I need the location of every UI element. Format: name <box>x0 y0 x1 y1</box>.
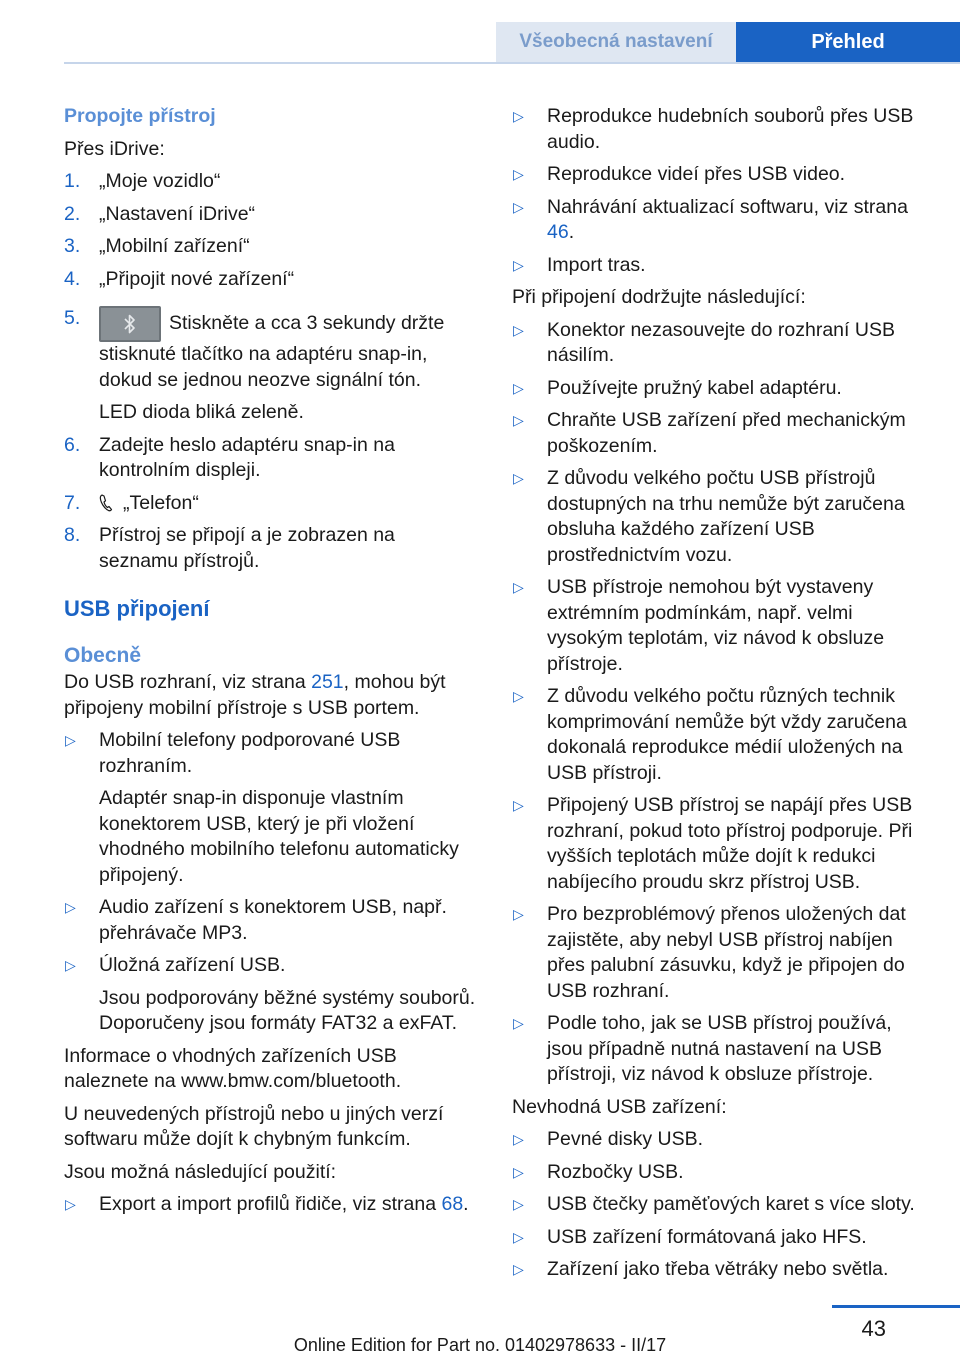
general-heading: Obecně <box>64 644 142 667</box>
triangle-bullet-icon: ▷ <box>513 256 524 273</box>
triangle-bullet-icon: ▷ <box>513 1015 524 1031</box>
bullet-text: Z důvodu velkého počtu různých technik komprimování nemůže být vždy zaručena dokonalá reprodukce médií uložených na USB přístroji. <box>547 685 907 784</box>
triangle-bullet-icon: ▷ <box>513 797 524 813</box>
bluetooth-icon <box>123 313 137 335</box>
bullet-text: Chraňte USB zařízení před mechanickým poškozením. <box>547 409 906 457</box>
observe-list <box>512 318 926 1088</box>
step-text: „Nastavení iDrive“ <box>99 202 256 225</box>
list-item <box>64 267 478 293</box>
step-text: „Připojit nové zařízení“ <box>99 267 295 290</box>
observe-intro: Při připojení dodržujte následující: <box>512 286 806 308</box>
list-item <box>512 793 926 895</box>
page-link[interactable]: 251 <box>311 671 344 693</box>
bullet-text: Z důvodu velkého počtu USB přístrojů dostupných na trhu nemůže být zaručena obsluha každého zařízení USB prostřednictvím vozu. <box>547 467 905 566</box>
bullet-text: Reprodukce videí přes USB video. <box>547 163 846 185</box>
list-item <box>512 162 926 188</box>
step-number: 8. <box>64 524 81 546</box>
bullet-text: Podle toho, jak se USB přístroj používá, jsou případně nutná nastavení na USB přístroji, viz návod k obsluze přístroje. <box>547 1012 892 1085</box>
bullet-text: Nahrávání aktualizací softwaru, viz strana <box>547 195 908 218</box>
device-list <box>64 728 478 1037</box>
list-item <box>64 234 478 260</box>
list-item <box>64 953 478 1037</box>
list-item <box>512 104 926 155</box>
triangle-bullet-icon: ▷ <box>513 1261 524 1277</box>
bullet-text: Audio zařízení s konektorem USB, např. přehrávače MP3. <box>99 896 447 944</box>
bullet-text: Rozbočky USB. <box>547 1160 684 1183</box>
step-number: 5. <box>64 307 81 329</box>
step-text: Stiskněte a cca 3 sekundy držte stisknuté tlačítko na adaptéru snap-in, dokud se jednou neozve signální tón. <box>99 312 445 391</box>
list-item <box>512 195 926 246</box>
list-item <box>64 491 478 517</box>
general-intro-text: , mohou být připojeny mobilní přístroje s USB portem. <box>64 671 446 719</box>
triangle-bullet-icon: ▷ <box>65 957 76 973</box>
step-text: Zadejte heslo adaptéru snap-in na kontrolním displeji. <box>99 433 395 481</box>
unsuitable-list <box>512 1127 926 1283</box>
triangle-bullet-icon: ▷ <box>513 579 524 595</box>
bullet-text: Import tras. <box>547 253 646 276</box>
page-number: 43 <box>861 1316 886 1341</box>
list-item <box>512 1192 926 1218</box>
triangle-bullet-icon: ▷ <box>513 1228 524 1245</box>
triangle-bullet-icon: ▷ <box>65 732 76 748</box>
right-column <box>512 104 926 1290</box>
general-intro-text: Do USB rozhraní, viz strana <box>64 671 312 693</box>
step-number: 1. <box>64 170 81 192</box>
bullet-text: Používejte pružný kabel adaptéru. <box>547 376 842 399</box>
list-item <box>64 306 478 426</box>
triangle-bullet-icon: ▷ <box>513 1163 524 1180</box>
bullet-text: USB čtečky paměťových karet s více sloty. <box>547 1193 915 1215</box>
bullet-text: . <box>463 1193 469 1215</box>
step-text: „Mobilní zařízení“ <box>99 235 250 257</box>
uses-intro: Jsou možná následující použití: <box>64 1160 337 1183</box>
bullet-text: . <box>568 221 575 243</box>
step-number: 6. <box>64 433 81 456</box>
bullet-note: Adaptér snap-in disponuje vlastním konektorem USB, který je při vložení vhodného mobilního telefonu automaticky připojený. <box>99 787 459 886</box>
step-text: Přístroj se připojí a je zobrazen na seznamu přístrojů. <box>99 524 395 572</box>
list-item <box>512 466 926 568</box>
step-text: „Moje vozidlo“ <box>99 170 221 192</box>
page-link[interactable]: 68 <box>441 1193 464 1215</box>
list-item <box>64 523 478 574</box>
bullet-text: Připojený USB přístroj se napájí přes USB rozhraní, pokud toto přístroj podporuje. Při vyšších teplotách může dojít k redukci nabíjecího proudu skrz přístroj USB. <box>547 794 913 893</box>
left-column <box>64 104 478 1225</box>
info-text: U neuvedených přístrojů nebo u jiných verzí softwaru může dojít k chybným funkcím. <box>64 1102 444 1150</box>
triangle-bullet-icon: ▷ <box>513 379 524 396</box>
list-item <box>64 1192 478 1218</box>
triangle-bullet-icon: ▷ <box>513 412 524 428</box>
bullet-text: USB přístroje nemohou být vystaveny extrémním podmínkám, např. velmi vysokým teplotám, viz návod k obsluze přístroje. <box>547 576 885 675</box>
step-number: 2. <box>64 202 81 225</box>
bullet-text: Mobilní telefony podporované USB rozhraním. <box>99 729 401 777</box>
triangle-bullet-icon: ▷ <box>65 899 76 915</box>
connect-heading: Propojte přístroj <box>64 105 216 127</box>
triangle-bullet-icon: ▷ <box>513 470 524 486</box>
bullet-text: Úložná zařízení USB. <box>99 954 286 976</box>
triangle-bullet-icon: ▷ <box>513 1131 524 1147</box>
list-item <box>512 1225 926 1251</box>
section-title: Všeobecná nastavení <box>496 22 736 62</box>
bullet-note: Jsou podporovány běžné systémy souborů. Doporučeny jsou formáty FAT32 a exFAT. <box>99 986 476 1034</box>
triangle-bullet-icon: ▷ <box>513 321 524 338</box>
bullet-text: Pro bezproblémový přenos uložených dat zajistěte, aby nebyl USB přístroj nabíjen přes palubní zásuvku, když je připojen do USB rozhraní. <box>547 903 906 1002</box>
list-item <box>512 376 926 402</box>
triangle-bullet-icon: ▷ <box>65 1196 76 1212</box>
unsuitable-intro: Nevhodná USB zařízení: <box>512 1095 727 1118</box>
list-item <box>512 253 926 279</box>
list-item <box>512 1160 926 1186</box>
bullet-text: Export a import profilů řidiče, viz strana <box>99 1193 442 1215</box>
bullet-text: Reprodukce hudebních souborů přes USB audio. <box>547 105 914 153</box>
via-idrive-text: Přes iDrive: <box>64 137 165 160</box>
phone-icon <box>99 494 113 512</box>
triangle-bullet-icon: ▷ <box>513 108 524 124</box>
page-link[interactable]: 46 <box>547 221 569 243</box>
triangle-bullet-icon: ▷ <box>513 166 524 182</box>
uses-list-continued <box>512 104 926 278</box>
step-text: „Telefon“ <box>123 491 199 514</box>
page-header <box>0 0 960 62</box>
bullet-text: Zařízení jako třeba větráky nebo světla. <box>547 1258 889 1280</box>
info-text: Informace o vhodných zařízeních USB naleznete na www.bmw.com/bluetooth. <box>64 1044 402 1092</box>
steps-list <box>64 169 478 574</box>
list-item <box>64 728 478 888</box>
list-item <box>512 902 926 1004</box>
list-item <box>512 408 926 459</box>
list-item <box>512 684 926 786</box>
usb-heading: USB připojení <box>64 596 210 621</box>
list-item <box>64 895 478 946</box>
general-intro <box>64 670 478 721</box>
triangle-bullet-icon: ▷ <box>513 688 524 704</box>
list-item <box>64 202 478 228</box>
list-item <box>512 318 926 369</box>
tab-prehled[interactable]: Přehled <box>736 22 960 62</box>
list-item <box>512 1257 926 1283</box>
step-number: 4. <box>64 267 81 290</box>
triangle-bullet-icon: ▷ <box>513 906 524 922</box>
bullet-text: Konektor nezasouvejte do rozhraní USB násilím. <box>547 318 895 366</box>
triangle-bullet-icon: ▷ <box>513 198 524 215</box>
list-item <box>64 433 478 484</box>
list-item <box>512 1127 926 1153</box>
triangle-bullet-icon: ▷ <box>513 1196 524 1212</box>
footer-divider <box>832 1305 960 1308</box>
bullet-text: Pevné disky USB. <box>547 1128 704 1150</box>
list-item <box>512 575 926 677</box>
step-number: 3. <box>64 235 81 257</box>
bullet-text: USB zařízení formátovaná jako HFS. <box>547 1225 867 1248</box>
edition-footer: Online Edition for Part no. 01402978633 - II/17 <box>293 1335 667 1355</box>
list-item <box>512 1011 926 1088</box>
list-item <box>64 169 478 195</box>
uses-list <box>64 1192 478 1218</box>
header-divider <box>64 62 960 64</box>
bluetooth-button-icon <box>99 306 161 342</box>
step-number: 7. <box>64 491 81 514</box>
step-note: LED dioda bliká zeleně. <box>99 401 304 423</box>
